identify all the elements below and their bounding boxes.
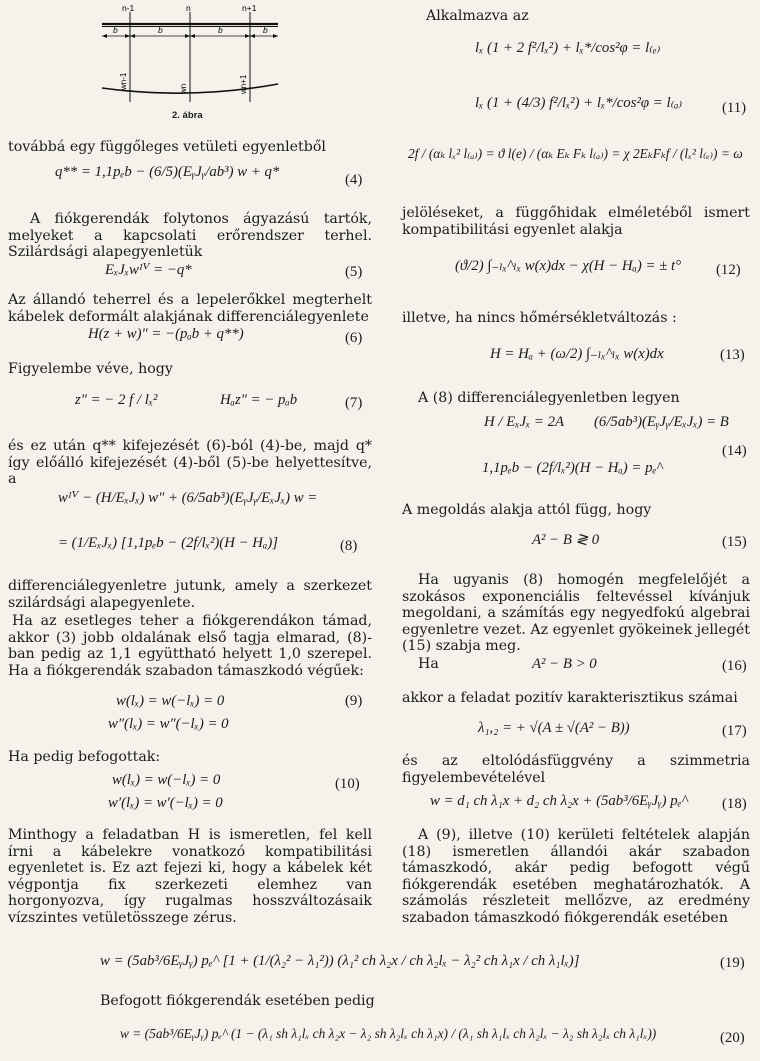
equation-5-number: (5) bbox=[345, 264, 363, 280]
equation-15-number: (15) bbox=[722, 534, 747, 550]
spacing-label-2: b bbox=[158, 25, 163, 35]
right-paragraph-4: A (8) differenciálegyenletben legyen bbox=[418, 390, 680, 406]
equation-12: (ϑ/2) ∫₋ₗₓ^ₗₓ w(x)dx − χ(H − Hₐ) = ± t° bbox=[455, 258, 682, 274]
equation-10b: w′(lₓ) = w′(−lₓ) = 0 bbox=[108, 795, 223, 811]
beam-figure bbox=[100, 2, 280, 118]
equation-14-number: (14) bbox=[722, 443, 747, 459]
spacing-label-3: b bbox=[218, 25, 223, 35]
right-paragraph-5: A megoldás alakja attól függ, hogy bbox=[402, 502, 652, 518]
equation-16: A² − B > 0 bbox=[532, 656, 597, 672]
node-label-n+1: n+1 bbox=[242, 3, 257, 13]
deflection-label-n: wn bbox=[179, 83, 188, 94]
equation-15: A² − B ≷ 0 bbox=[532, 532, 600, 548]
spacing-label-1: b bbox=[113, 25, 118, 35]
equation-13: H = Hₐ + (ω/2) ∫₋ₗₓ^ₗₓ w(x)dx bbox=[490, 346, 664, 362]
equation-14b: (6/5ab³)(EᵧJᵧ/EₓJₓ) = B bbox=[594, 414, 729, 430]
left-paragraph-5: és ez után q** kifejezését (6)-ból (4)-be, majd q* így előálló kifejezését (4)-ből (5)-be helyettesítve, a bbox=[8, 438, 372, 488]
equation-17: λ₁,₂ = + √(A ± √(A² − B)) bbox=[478, 720, 630, 736]
right-paragraph-9: és az eltolódásfüggvény a szimmetria figyelembevételével bbox=[402, 753, 750, 786]
right-paragraph-6: Ha ugyanis (8) homogén megfelelőjét a szokásos exponenciális feltevéssel kívánjuk megoldani, a számítás egy negyedfokú algebrai egyenletre vezet. Az egyenlet gyökeinek jellegét (15) szabja meg. bbox=[402, 572, 751, 655]
deflection-label-n-1: wn-1 bbox=[119, 72, 128, 90]
equation-10-number: (10) bbox=[335, 776, 360, 792]
spacing-label-4: b bbox=[263, 25, 268, 35]
node-label-n-1: n-1 bbox=[122, 3, 135, 13]
node-label-n: n bbox=[186, 3, 191, 13]
equation-19: w = (5ab³/6EᵧJᵧ) pₑ^ [1 + (1/(λ₂² − λ₁²)) (λ₁² ch λ₂x / ch λ₂lₓ − λ₂² ch λ₁x / ch λ₁lₓ)] bbox=[100, 953, 580, 969]
bottom-paragraph: Befogott fiókgerendák esetében pedig bbox=[100, 993, 375, 1009]
equation-17-number: (17) bbox=[722, 723, 747, 739]
equation-18-number: (18) bbox=[722, 796, 747, 812]
left-paragraph-7: Ha az esetleges teher a fiókgerendákon támad, akkor (3) jobb oldalának első tagja elmarad, (8)-ban pedig az 1,1 együttható helyett 1,0 szerepel. Ha a fiókgerendák szabadon támaszkodó végűek: bbox=[8, 613, 372, 679]
equation-11b: lₓ (1 + (4/3) f²/lₓ²) + lₓ*/cos²φ = l₍ₐ₎ bbox=[475, 95, 683, 111]
left-paragraph-2: A fiókgerendák folytonos ágyazású tartók, melyeket a kapcsolati erőrendszer terhel. Szilárdsági alapegyenletük bbox=[8, 211, 372, 261]
equation-6-number: (6) bbox=[345, 330, 363, 346]
equation-9b: w″(lₓ) = w″(−lₓ) = 0 bbox=[108, 716, 229, 732]
left-paragraph-8: Ha pedig befogottak: bbox=[8, 749, 161, 765]
figure-caption: 2. ábra bbox=[172, 110, 203, 121]
right-paragraph-10: A (9), illetve (10) kerületi feltételek alapján (18) ismeretlen állandói akár szabadon támaszkodó, akár pedig befogott végű fiókgerendák esetében meghatározhatók. A számolás részleteit mellőzve, az eredmény szabadon támaszkodó fiókgerendák esetében bbox=[402, 827, 750, 926]
equation-definitions: 2f / (αₖ lₓ² l₍ₐ₎) = ϑ l(e) / (αₖ Eₖ Fₖ l₍ₐ₎) = χ 2EₖFₖf / (lₓ² l₍ₑ₎) = ω bbox=[408, 146, 743, 161]
left-paragraph-4: Figyelembe véve, hogy bbox=[8, 361, 173, 377]
left-paragraph-6: differenciálegyenletre jutunk, amely a szerkezet szilárdsági alapegyenlete. bbox=[8, 578, 372, 611]
equation-20-number: (20) bbox=[720, 1030, 745, 1046]
right-paragraph-8: akkor a feladat pozitív karakterisztikus számai bbox=[402, 690, 738, 706]
equation-4: q** = 1,1pₑb − (6/5)(EᵧJᵧ/ab³) w + q* bbox=[55, 164, 280, 180]
equation-7a: z″ = − 2 f / lₓ² bbox=[75, 392, 158, 408]
left-paragraph-9: Minthogy a feladatban H is ismeretlen, fel kell írni a kábelekre vonatkozó kompatibilitási egyenletet is. Ez azt fejezi ki, hogy a kábelek két végpontja fix szerkezeti elemhez van horgonyozva, így rugalmas hosszváltozásaik vízszintes vetületösszege zérus. bbox=[8, 827, 372, 926]
equation-8-number: (8) bbox=[340, 538, 358, 554]
left-paragraph-1: továbbá egy függőleges vetületi egyenletből bbox=[8, 139, 326, 155]
right-paragraph-7-lead: Ha bbox=[418, 656, 439, 672]
equation-9a: w(lₓ) = w(−lₓ) = 0 bbox=[116, 693, 225, 709]
deflection-label-n+1: wn+1 bbox=[239, 74, 248, 94]
equation-4-number: (4) bbox=[345, 172, 363, 188]
equation-10a: w(lₓ) = w(−lₓ) = 0 bbox=[112, 772, 221, 788]
right-paragraph-3: illetve, ha nincs hőmérsékletváltozás : bbox=[402, 310, 677, 326]
equation-9-number: (9) bbox=[345, 693, 363, 709]
equation-8a: wᴵⱽ − (H/EₓJₓ) w″ + (6/5ab³)(EᵧJᵧ/EₓJₓ) w = bbox=[58, 490, 318, 506]
equation-8b: = (1/EₓJₓ) [1,1pₑb − (2f/lₓ²)(H − Hₐ)] bbox=[58, 535, 279, 551]
equation-19-number: (19) bbox=[720, 955, 745, 971]
equation-14a: H / EₓJₓ = 2A bbox=[484, 414, 565, 430]
equation-6: H(z + w)″ = −(pₐb + q**) bbox=[88, 326, 244, 342]
equation-20: w = (5ab³/6EᵧJᵧ) pₑ^ (1 − (λ₁ sh λ₁lₓ ch λ₂x − λ₂ sh λ₂lₓ ch λ₁x) / (λ₁ sh λ₁lₓ ch λ₂lₓ − λ₂ sh λ₂lₓ ch λ₁lₓ)) bbox=[120, 1026, 657, 1041]
equation-7b: Hₐz″ = − pₐb bbox=[220, 392, 298, 408]
equation-13-number: (13) bbox=[720, 347, 745, 363]
equation-16-number: (16) bbox=[722, 658, 747, 674]
right-paragraph-2: jelöléseket, a függőhidak elméletéből ismert kompatibilitási egyenlet alakja bbox=[402, 205, 750, 238]
equation-11-number: (11) bbox=[722, 100, 747, 116]
left-paragraph-3: Az állandó teherrel és a lepelerőkkel megterhelt kábelek deformált alakjának differenciálegyenlete bbox=[8, 292, 372, 325]
right-paragraph-1: Alkalmazva az bbox=[426, 8, 529, 24]
equation-7-number: (7) bbox=[345, 395, 363, 411]
equation-18: w = d₁ ch λ₁x + d₂ ch λ₂x + (5ab³/6EᵧJᵧ) pₑ^ bbox=[430, 793, 688, 809]
equation-5: EₓJₓwᴵⱽ = −q* bbox=[105, 262, 192, 278]
equation-14c: 1,1pₑb − (2f/lₓ²)(H − Hₐ) = pₑ^ bbox=[482, 460, 663, 476]
equation-11a: lₓ (1 + 2 f²/lₓ²) + lₓ*/cos²φ = l₍ₑ₎ bbox=[475, 40, 661, 56]
equation-12-number: (12) bbox=[716, 262, 741, 278]
